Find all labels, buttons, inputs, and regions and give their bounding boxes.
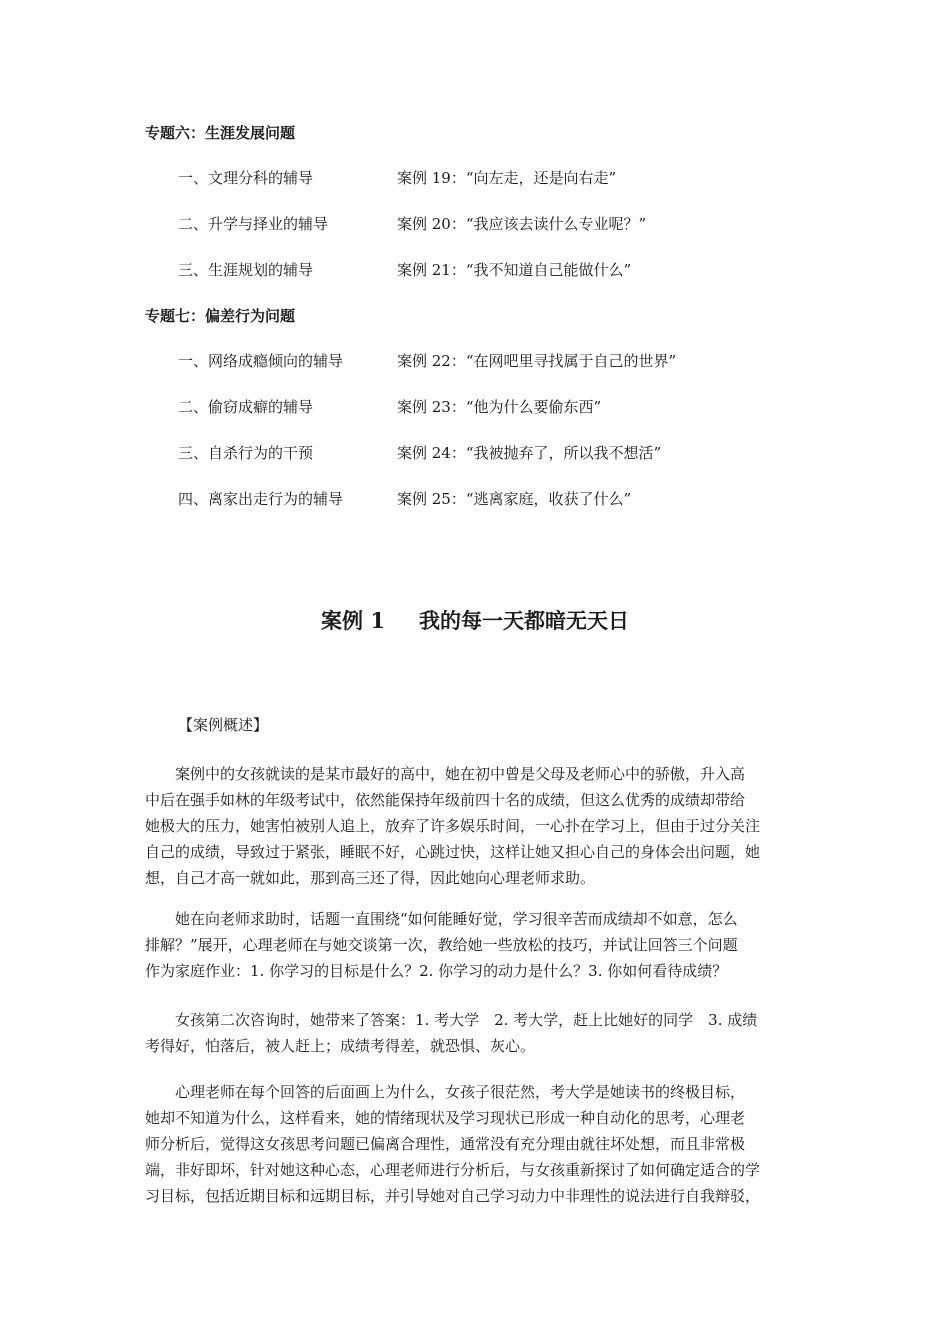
toc-row	[0, 350, 950, 372]
toc-case: 案例 25：“逃离家庭，收获了什么”	[397, 490, 632, 508]
toc-case: 案例 19：“向左走，还是向右走”	[397, 169, 617, 187]
paragraph-line: 她极大的压力，她害怕被别人追上，放弃了许多娱乐时间，一心扑在学习上，但由于过分关注	[145, 817, 761, 835]
toc-row	[0, 213, 950, 235]
body-paragraph	[145, 1007, 807, 1059]
paragraph-line: 作为家庭作业：1. 你学习的目标是什么？2. 你学习的动力是什么？3. 你如何看待成绩？	[145, 962, 728, 980]
toc-topic: 三、生涯规划的辅导	[178, 261, 314, 279]
body-paragraph	[145, 1079, 807, 1209]
body-paragraph	[145, 906, 807, 984]
toc-row	[0, 259, 950, 281]
paragraph-line: 心理老师在每个回答的后面画上为什么，女孩子很茫然，考大学是她读书的终极目标，	[175, 1083, 746, 1101]
toc-case: 案例 24：“我被抛弃了，所以我不想活”	[397, 444, 662, 462]
paragraph-line: 习目标，包括近期目标和远期目标，并引导她对自己学习动力中非理性的说法进行自我辩驳，	[145, 1187, 761, 1205]
topic7-heading: 专题七：偏差行为问题	[145, 307, 296, 325]
paragraph-line: 排解？”展开，心理老师在与她交谈第一次，教给她一些放松的技巧，并试让回答三个问题	[145, 936, 738, 954]
body-paragraph	[145, 761, 807, 891]
topic6-heading: 专题六：生涯发展问题	[145, 124, 296, 142]
case-number: 案例 1	[321, 608, 385, 633]
toc-topic: 一、网络成瘾倾向的辅导	[178, 352, 344, 370]
paragraph-line: 自己的成绩，导致过于紧张，睡眠不好，心跳过快，这样让她又担心自己的身体会出问题，她	[145, 843, 761, 861]
toc-case: 案例 20：“我应该去读什么专业呢？”	[397, 215, 647, 233]
paragraph-line: 女孩第二次咨询时，她带来了答案：1. 考大学 2. 考大学，赶上比她好的同学 3. 成绩	[175, 1011, 758, 1029]
paragraph-line: 考得好，怕落后，被人赶上；成绩考得差，就恐惧、灰心。	[145, 1037, 536, 1055]
case-title	[0, 606, 950, 636]
toc-case: 案例 21：“我不知道自己能做什么”	[397, 261, 632, 279]
toc-topic: 四、离家出走行为的辅导	[178, 490, 344, 508]
paragraph-line: 她在向老师求助时，话题一直围绕“如何能睡好觉，学习很辛苦而成绩却不如意，怎么	[175, 910, 738, 928]
toc-row	[0, 442, 950, 464]
paragraph-line: 想，自己才高一就如此，那到高三还了得，因此她向心理老师求助。	[145, 869, 596, 887]
toc-row	[0, 396, 950, 418]
summary-label: 【案例概述】	[178, 716, 269, 734]
case-name: 我的每一天都暗无天日	[418, 608, 629, 633]
toc-topic: 二、升学与择业的辅导	[178, 215, 329, 233]
toc-row	[0, 488, 950, 510]
paragraph-line: 中后在强手如林的年级考试中，依然能保持年级前四十名的成绩，但这么优秀的成绩却带给	[145, 791, 746, 809]
paragraph-line: 案例中的女孩就读的是某市最好的高中，她在初中曾是父母及老师心中的骄傲，升入高	[175, 765, 746, 783]
paragraph-line: 师分析后，觉得这女孩思考问题已偏离合理性，通常没有充分理由就往坏处想，而且非常极	[145, 1135, 746, 1153]
toc-topic: 三、自杀行为的干预	[178, 444, 314, 462]
toc-topic: 二、偷窃成癖的辅导	[178, 398, 314, 416]
paragraph-line: 端，非好即坏，针对她这种心态，心理老师进行分析后，与女孩重新探讨了如何确定适合的学	[145, 1161, 761, 1179]
toc-case: 案例 23：“他为什么要偷东西”	[397, 398, 602, 416]
toc-row	[0, 167, 950, 189]
paragraph-line: 她却不知道为什么，这样看来，她的情绪现状及学习现状已形成一种自动化的思考，心理老	[145, 1109, 746, 1127]
toc-topic: 一、文理分科的辅导	[178, 169, 314, 187]
toc-case: 案例 22：“在网吧里寻找属于自己的世界”	[397, 352, 677, 370]
